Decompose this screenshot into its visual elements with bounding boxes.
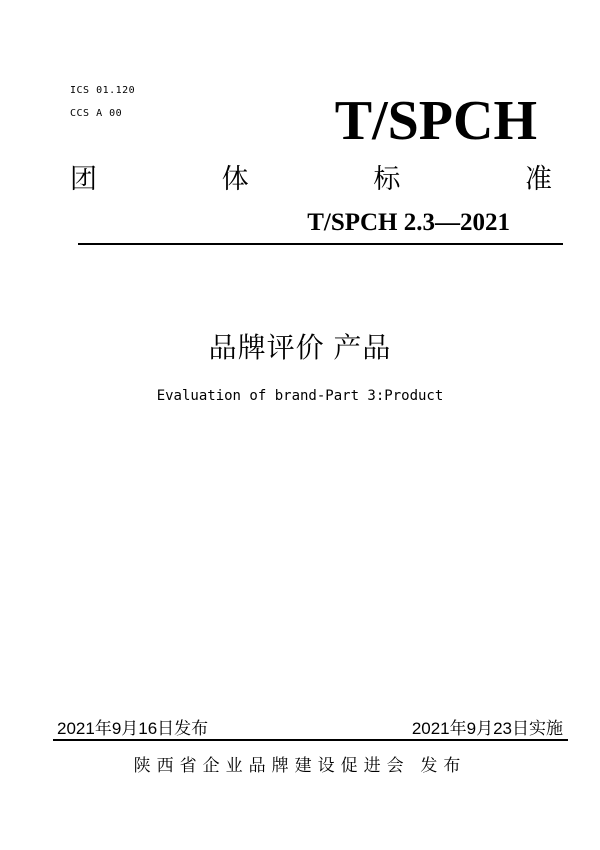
dates-row (57, 718, 563, 740)
standard-type-char: 体 (221, 164, 249, 194)
standard-org-code: T/SPCH (334, 90, 537, 152)
ccs-code: CCS A 00 (70, 108, 123, 119)
standard-type-char: 准 (524, 164, 552, 194)
footer-divider-line (53, 739, 568, 741)
implementation-date: 2021年9月23日实施 (411, 719, 563, 738)
publisher-line: 陕西省企业品牌建设促进会 发布 (133, 756, 467, 775)
header-divider-line (78, 243, 563, 245)
standard-number: T/SPCH 2.3—2021 (307, 209, 510, 236)
ics-code: ICS 01.120 (70, 85, 136, 96)
standard-type-title (70, 163, 552, 195)
issue-date: 2021年9月16日发布 (57, 719, 209, 738)
standard-type-char: 团 (70, 164, 97, 194)
standard-type-char: 标 (373, 164, 401, 194)
document-title-chinese: 品牌评价 产品 (208, 332, 392, 363)
document-title-english: Evaluation of brand-Part 3:Product (156, 388, 444, 404)
